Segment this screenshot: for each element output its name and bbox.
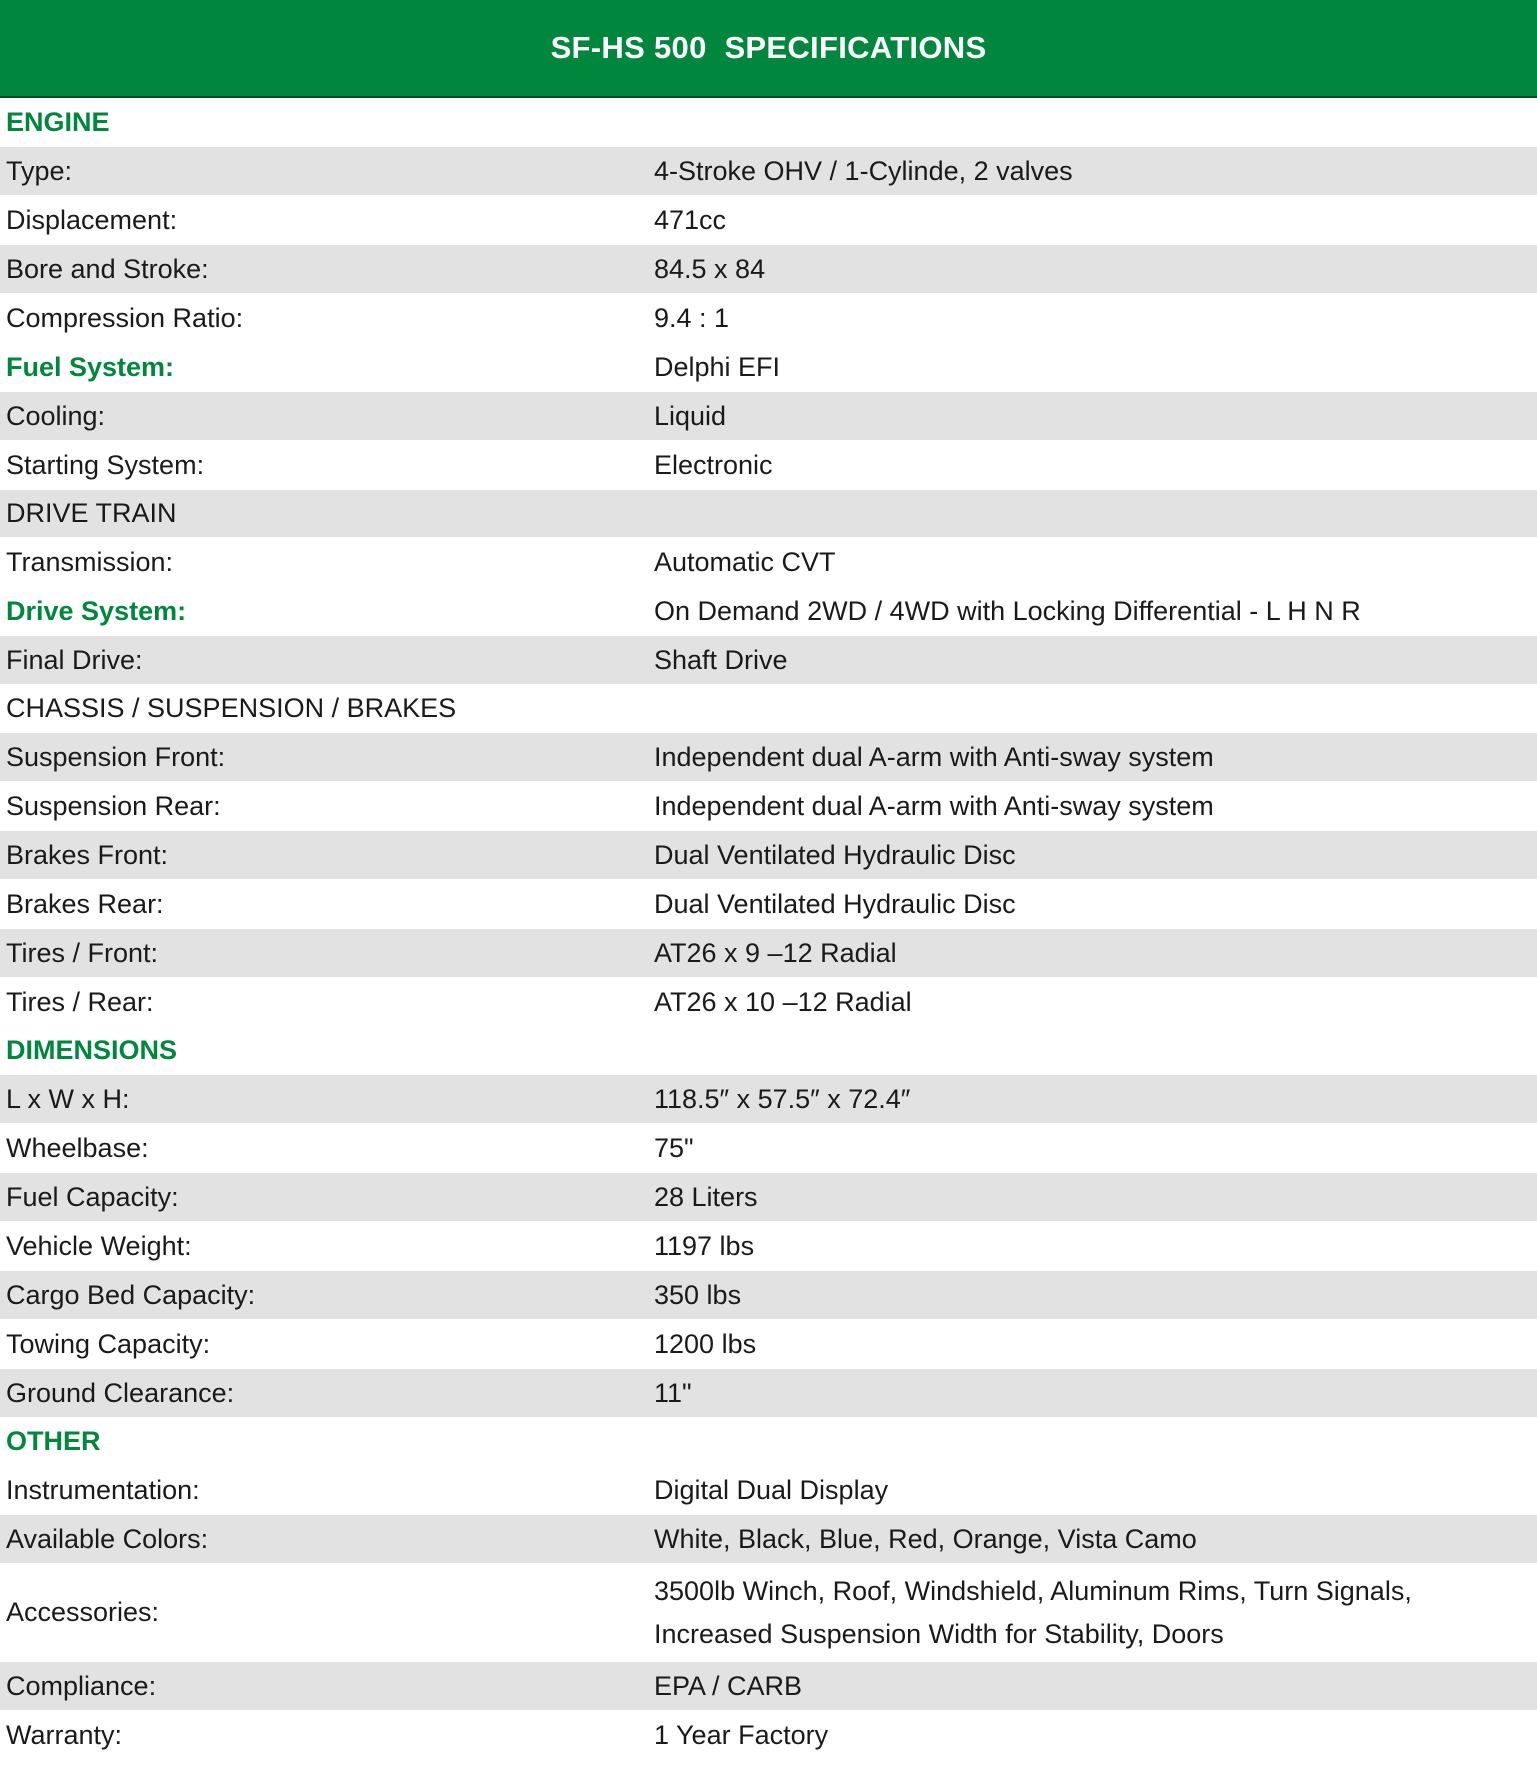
section-title: ENGINE: [6, 107, 110, 137]
spec-label: Suspension Front:: [6, 741, 226, 772]
spec-row: [0, 1514, 1537, 1563]
spec-value: EPA / CARB: [654, 1670, 803, 1701]
spec-value: 75": [654, 1132, 694, 1163]
spec-value: Independent dual A-arm with Anti-sway system: [654, 790, 1214, 821]
spec-row: [0, 1368, 1537, 1417]
spec-label: Compression Ratio:: [6, 302, 244, 333]
spec-row: [0, 1661, 1537, 1710]
spec-row: [0, 635, 1537, 684]
spec-value: Delphi EFI: [654, 351, 781, 382]
spec-value: 84.5 x 84: [654, 253, 766, 284]
spec-label: Cooling:: [6, 400, 106, 431]
spec-label: Vehicle Weight:: [6, 1230, 192, 1261]
spec-label: Ground Clearance:: [6, 1377, 235, 1408]
spec-value: 1197 lbs: [654, 1230, 755, 1261]
spec-value: Liquid: [654, 400, 727, 431]
spec-row: [0, 1172, 1537, 1221]
spec-label: Brakes Rear:: [6, 888, 164, 919]
spec-value: AT26 x 9 –12 Radial: [654, 937, 897, 968]
spec-value: Electronic: [654, 449, 773, 480]
spec-label: Transmission:: [6, 546, 174, 577]
spec-value: AT26 x 10 –12 Radial: [654, 986, 912, 1017]
section-title: DIMENSIONS: [6, 1035, 178, 1065]
spec-row: [0, 244, 1537, 293]
spec-value: 28 Liters: [654, 1181, 758, 1212]
section-title: DRIVE TRAIN: [6, 498, 177, 528]
spec-row: [0, 440, 1537, 489]
spec-label: Type:: [6, 155, 73, 186]
spec-row: [0, 879, 1537, 928]
spec-label: Wheelbase:: [6, 1132, 149, 1163]
spec-label: Final Drive:: [6, 644, 143, 675]
spec-row: [0, 1465, 1537, 1514]
spec-row: [0, 830, 1537, 879]
spec-value: Digital Dual Display: [654, 1474, 889, 1505]
section-header-row: [0, 489, 1537, 537]
spec-row: [0, 1074, 1537, 1123]
spec-row: [0, 391, 1537, 440]
spec-row: [0, 586, 1537, 635]
spec-label: Towing Capacity:: [6, 1328, 211, 1359]
spec-row: [0, 1710, 1537, 1759]
section-header-row: [0, 1026, 1537, 1074]
spec-value: 3500lb Winch, Roof, Windshield, Aluminum Rims, Turn Signals, Increased Suspension Width for Stability, Doors: [654, 1575, 1412, 1649]
spec-label: Compliance:: [6, 1670, 157, 1701]
spec-value: 11": [654, 1377, 692, 1408]
spec-value: 1 Year Factory: [654, 1719, 829, 1750]
spec-row: [0, 146, 1537, 195]
spec-value: 471cc: [654, 204, 727, 235]
spec-value: Dual Ventilated Hydraulic Disc: [654, 888, 1016, 919]
spec-table: [0, 98, 1537, 1759]
spec-label: Drive System:: [6, 595, 187, 626]
spec-row: [0, 1123, 1537, 1172]
spec-label: Tires / Front:: [6, 937, 159, 968]
spec-row: [0, 537, 1537, 586]
section-header-row: [0, 1417, 1537, 1465]
spec-value: On Demand 2WD / 4WD with Locking Differential - L H N R: [654, 595, 1361, 626]
section-title: CHASSIS / SUSPENSION / BRAKES: [6, 693, 457, 723]
spec-row: [0, 342, 1537, 391]
spec-row: [0, 1563, 1537, 1661]
spec-row: [0, 732, 1537, 781]
spec-label: Starting System:: [6, 449, 205, 480]
spec-label: Instrumentation:: [6, 1474, 200, 1505]
spec-value: Independent dual A-arm with Anti-sway system: [654, 741, 1214, 772]
spec-label: Tires / Rear:: [6, 986, 154, 1017]
spec-label: Bore and Stroke:: [6, 253, 209, 284]
spec-label: Fuel System:: [6, 351, 175, 382]
spec-value: 9.4 : 1: [654, 302, 730, 333]
spec-row: [0, 1270, 1537, 1319]
spec-row: [0, 1221, 1537, 1270]
spec-row: [0, 293, 1537, 342]
spec-value: White, Black, Blue, Red, Orange, Vista Camo: [654, 1523, 1197, 1554]
spec-label: Accessories:: [6, 1597, 160, 1627]
spec-value: Dual Ventilated Hydraulic Disc: [654, 839, 1016, 870]
spec-title: SF-HS 500 SPECIFICATIONS: [0, 0, 1537, 98]
spec-label: L x W x H:: [6, 1083, 130, 1114]
spec-row: [0, 977, 1537, 1026]
spec-label: Warranty:: [6, 1719, 123, 1750]
spec-label: Fuel Capacity:: [6, 1181, 179, 1212]
section-header-row: [0, 98, 1537, 146]
section-header-row: [0, 684, 1537, 732]
spec-label: Available Colors:: [6, 1523, 209, 1554]
spec-value: Automatic CVT: [654, 546, 836, 577]
spec-value: 1200 lbs: [654, 1328, 757, 1359]
spec-value: 118.5″ x 57.5″ x 72.4″: [654, 1083, 911, 1114]
spec-row: [0, 1319, 1537, 1368]
spec-value: 4-Stroke OHV / 1-Cylinde, 2 valves: [654, 155, 1073, 186]
spec-value: Shaft Drive: [654, 644, 788, 675]
spec-label: Cargo Bed Capacity:: [6, 1279, 256, 1310]
section-title: OTHER: [6, 1426, 101, 1456]
spec-row: [0, 928, 1537, 977]
spec-row: [0, 195, 1537, 244]
spec-value: 350 lbs: [654, 1279, 742, 1310]
spec-label: Brakes Front:: [6, 839, 169, 870]
spec-row: [0, 781, 1537, 830]
spec-label: Displacement:: [6, 204, 178, 235]
spec-label: Suspension Rear:: [6, 790, 221, 821]
